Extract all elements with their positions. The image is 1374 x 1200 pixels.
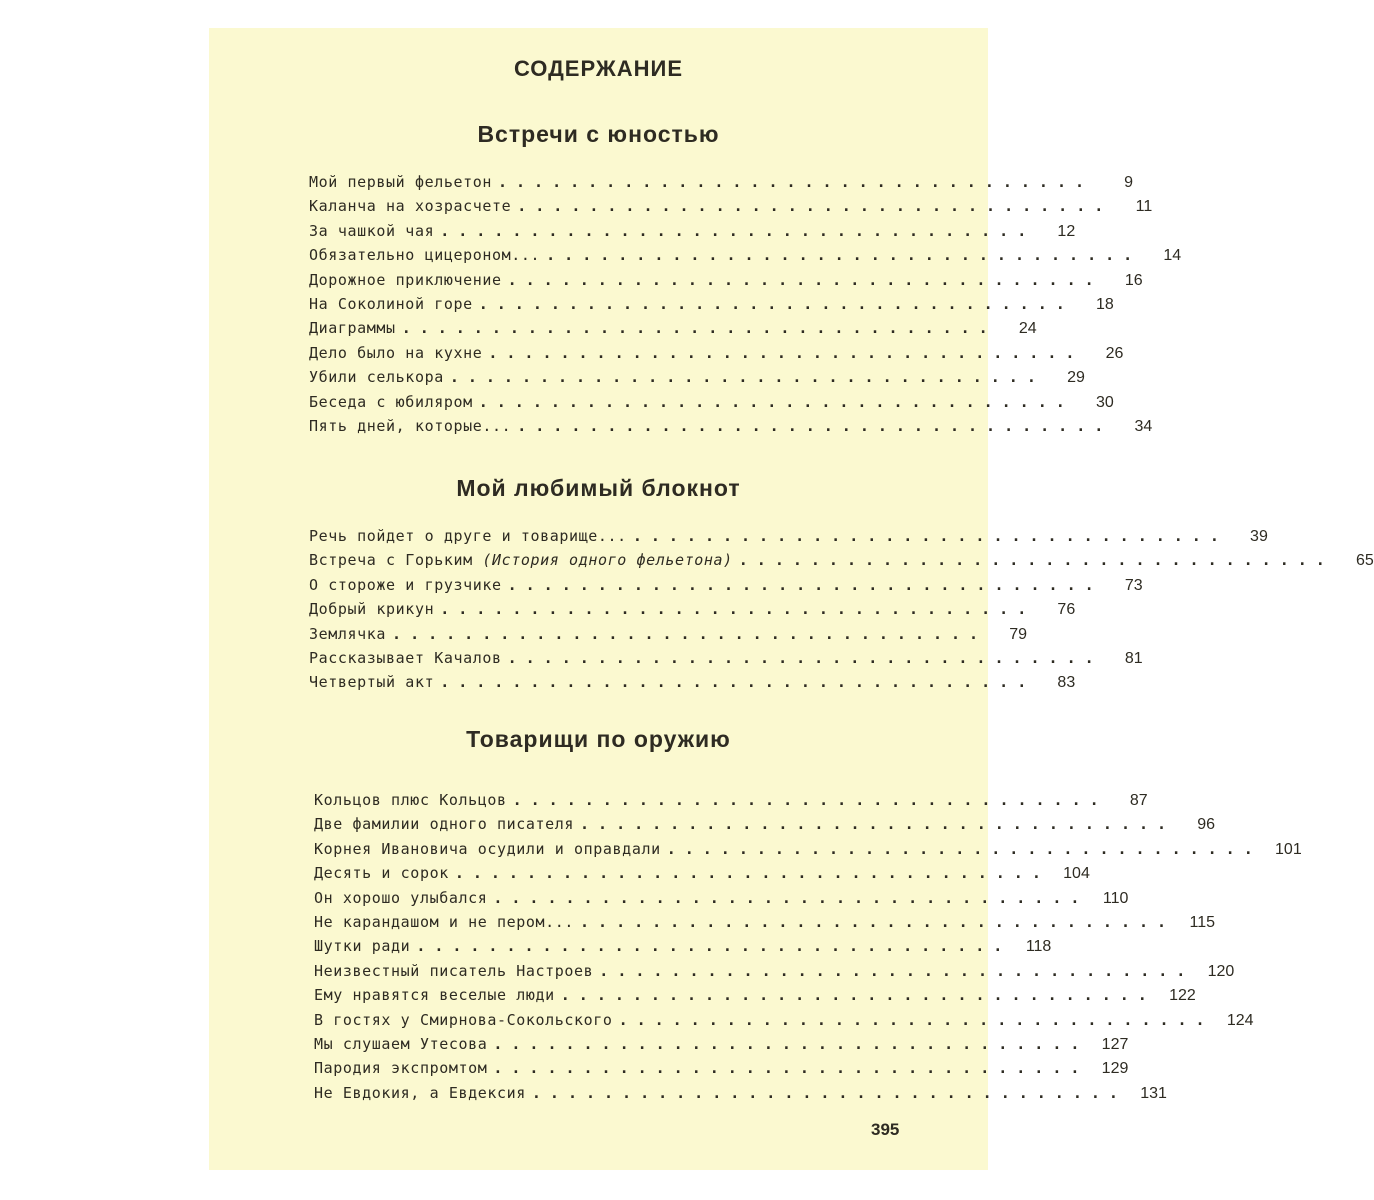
toc-entry[interactable] [309,622,1028,646]
entry-title: Диаграммы [309,319,396,338]
dot-leader: ................................. [531,1083,1127,1102]
toc-entry[interactable] [309,243,1182,267]
entry-page: 96 [1197,816,1216,834]
toc-list-1 [309,170,1182,438]
entry-page: 16 [1124,271,1143,289]
toc-entry[interactable] [309,573,1143,597]
entry-title: Обязательно цицероном... [309,246,541,265]
entry-page: 79 [1009,625,1028,643]
dot-leader: ................................. [512,791,1108,809]
entry-page: 122 [1169,987,1196,1005]
entry-title: На Соколиной горе [309,294,473,313]
toc-entry[interactable] [309,597,1076,621]
dot-leader: ................................. [507,575,1103,594]
dot-leader: ................................. [618,1010,1214,1029]
entry-page: 127 [1101,1035,1129,1053]
dot-leader: ................................. [454,864,1050,883]
toc-entry[interactable] [309,414,1153,438]
dot-leader: ................................. [517,197,1113,216]
entry-page: 124 [1226,1011,1254,1029]
toc-entry[interactable] [314,812,1216,836]
toc-entry[interactable] [309,292,1114,316]
dot-leader: ................................. [666,839,1262,858]
entry-title: Десять и сорок [314,864,449,883]
toc-entry[interactable] [314,959,1235,983]
entry-title-main: Встреча с Горьким [309,551,473,570]
section-heading-1: Встречи с юностью [477,121,720,147]
entry-page: 83 [1057,674,1076,692]
toc-entry[interactable] [309,194,1153,218]
dot-leader: ................................. [493,1059,1089,1078]
entry-page: 12 [1057,222,1076,240]
entry-page: 129 [1101,1060,1129,1078]
entry-title: Беседа с юбиляром [309,392,473,411]
entry-page: 11 [1135,198,1153,216]
entry-title [309,548,733,572]
toc-entry[interactable] [309,524,1268,548]
toc-entry[interactable] [309,548,1374,572]
dot-leader: ................................. [507,648,1103,667]
dot-leader: ................................. [507,270,1103,289]
entry-title: Ему нравятся веселые люди [314,986,555,1005]
entry-title: Пародия экспромтом [314,1059,488,1078]
entry-title: Землячка [309,624,387,643]
dot-leader: ................................. [392,624,988,643]
dot-leader: ................................. [599,961,1195,980]
dot-leader: ................................. [416,937,1012,956]
entry-title: Убили селькора [309,368,444,387]
toc-entry[interactable] [309,390,1114,414]
toc-entry[interactable] [314,1008,1254,1032]
entry-page: 104 [1063,865,1090,883]
book-page [209,28,1374,1170]
dot-leader: ................................. [560,986,1156,1005]
entry-page: 30 [1095,393,1114,411]
toc-entry[interactable] [314,837,1302,861]
entry-page: 34 [1134,417,1153,435]
entry-title: Он хорошо улыбался [314,888,488,907]
toc-entry[interactable] [309,316,1037,340]
dot-leader: ................................. [478,294,1074,313]
entry-page: 18 [1095,295,1114,313]
entry-title: Дело было на кухне [309,343,483,362]
toc-title: СОДЕРЖАНИЕ [513,56,684,81]
entry-page: 81 [1124,649,1143,667]
entry-page: 39 [1250,528,1268,545]
entry-title: Добрый крикун [309,600,435,619]
dot-leader: ................................. [449,368,1045,387]
toc-list-3 [314,788,1302,1105]
entry-title: Не Евдокия, а Евдексия [314,1083,526,1102]
dot-leader: ................................. [440,221,1036,240]
entry-title: О стороже и грузчике [309,575,502,594]
toc-entry[interactable] [309,268,1143,292]
entry-title: Не карандашом и не пером... [314,912,575,931]
entry-page: 24 [1018,320,1037,338]
toc-entry[interactable] [314,1081,1167,1105]
entry-title: Неизвестный писатель Настроев [314,961,594,980]
entry-page: 101 [1275,840,1302,858]
entry-subtitle: (История одного фельетона) [482,551,733,570]
entry-page: 118 [1025,938,1052,956]
entry-page: 65 [1356,552,1374,570]
entry-title: Четвертый акт [309,673,435,692]
dot-leader: ................................. [738,551,1334,570]
entry-title: Шутки ради [314,937,411,956]
dot-leader: ................................. [546,246,1142,265]
entry-title: Мы слушаем Утесова [314,1034,488,1053]
entry-title: Мой первый фельетон [309,173,492,191]
dot-leader: ................................. [517,416,1113,435]
entry-title: За чашкой чая [309,221,435,240]
entry-page: 110 [1102,889,1129,907]
toc-entry[interactable] [314,1032,1129,1056]
toc-entry[interactable] [314,983,1196,1007]
toc-entry[interactable] [309,341,1124,365]
dot-leader: ................................. [580,912,1176,931]
entry-title: Корнея Ивановича осудили и оправдали [314,839,661,858]
entry-title: Речь пойдет о друге и товарище... [309,527,627,545]
dot-leader: ................................. [493,1034,1089,1053]
dot-leader: ................................. [497,173,1093,191]
entry-page: 73 [1124,576,1143,594]
dot-leader: ................................. [440,600,1036,619]
toc-entry[interactable] [314,861,1090,885]
toc-entry[interactable] [309,365,1085,389]
entry-page: 115 [1189,913,1216,931]
dot-leader: ................................. [580,815,1176,834]
toc-entry[interactable] [309,670,1076,694]
dot-leader: ................................. [478,392,1074,411]
entry-title: Кольцов плюс Кольцов [314,791,507,809]
dot-leader: ................................. [493,888,1089,907]
entry-page: 76 [1057,601,1076,619]
dot-leader: ................................. [401,319,997,338]
entry-page: 131 [1140,1084,1167,1102]
entry-page: 120 [1207,962,1235,980]
section-heading-2: Мой любимый блокнот [456,475,741,501]
entry-title: Дорожное приключение [309,270,502,289]
toc-entry[interactable] [314,886,1129,910]
section-heading-3: Товарищи по оружию [466,726,731,752]
dot-leader: ................................. [488,343,1084,362]
entry-title: Две фамилии одного писателя [314,815,575,834]
entry-title: Каланча на хозрасчете [309,197,512,216]
entry-page: 26 [1105,344,1124,362]
dot-leader: ................................. [440,673,1036,692]
toc-entry[interactable] [314,788,1148,812]
toc-entry[interactable] [309,219,1076,243]
toc-list-2 [309,524,1374,695]
entry-title: В гостях у Смирнова-Сокольского [314,1010,613,1029]
toc-entry[interactable] [309,170,1133,194]
toc-entry[interactable] [309,646,1143,670]
entry-title: Пять дней, которые... [309,416,512,435]
entry-page: 14 [1163,247,1182,265]
entry-page: 9 [1124,174,1133,191]
page-number: 395 [871,1120,900,1139]
dot-leader: ................................. [632,527,1228,545]
toc-entry[interactable] [314,934,1052,958]
toc-entry[interactable] [314,910,1216,934]
entry-page: 87 [1129,792,1148,809]
toc-entry[interactable] [314,1056,1129,1080]
entry-title: Рассказывает Качалов [309,648,502,667]
entry-page: 29 [1067,369,1085,387]
